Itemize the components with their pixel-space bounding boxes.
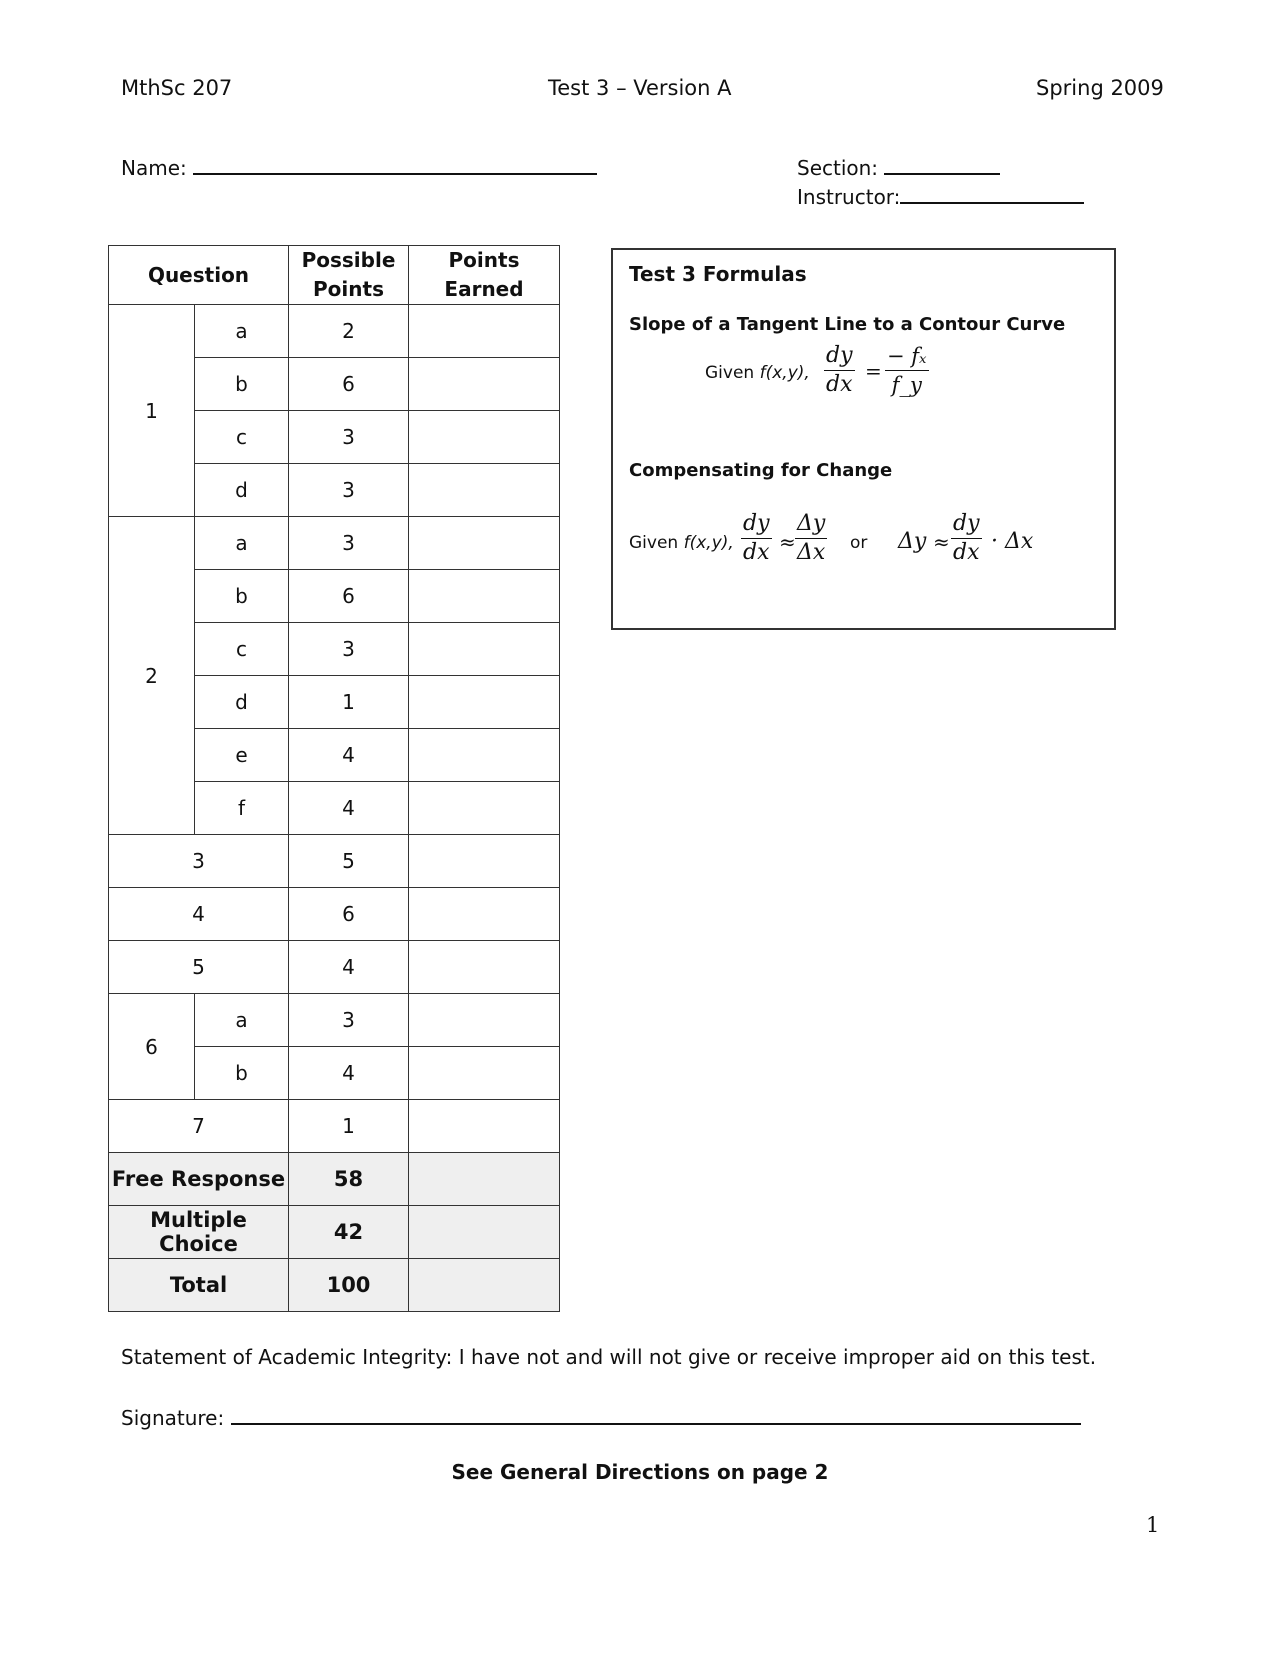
instructor-blank[interactable]: [900, 182, 1084, 204]
possible-points: 2: [289, 305, 409, 358]
free-response-label: Free Response: [109, 1153, 289, 1206]
possible-points: 4: [289, 782, 409, 835]
points-earned-cell[interactable]: [409, 994, 560, 1047]
signature-field: [121, 1403, 1081, 1430]
points-earned-cell[interactable]: [409, 464, 560, 517]
delta-y: Δy: [898, 529, 927, 554]
instructor-field: [797, 182, 1084, 209]
points-earned-cell[interactable]: [409, 676, 560, 729]
free-response-points: 58: [289, 1153, 409, 1206]
question-part: d: [195, 464, 289, 517]
given-label: Given: [629, 533, 679, 553]
points-earned-cell[interactable]: [409, 1206, 560, 1259]
multiple-choice-row: [109, 1206, 560, 1259]
table-row: [109, 517, 560, 570]
table-row: [109, 941, 560, 994]
comp-given: [629, 533, 734, 553]
free-response-row: [109, 1153, 560, 1206]
possible-points: 4: [289, 729, 409, 782]
question-part: f: [195, 782, 289, 835]
times-delta-x: · Δx: [991, 529, 1034, 554]
possible-points: 3: [289, 994, 409, 1047]
points-earned-cell[interactable]: [409, 358, 560, 411]
points-earned-cell[interactable]: [409, 1100, 560, 1153]
question-number: 4: [109, 888, 289, 941]
possible-points: 3: [289, 464, 409, 517]
points-earned-cell[interactable]: [409, 729, 560, 782]
total-row: [109, 1259, 560, 1312]
academic-integrity-statement: Statement of Academic Integrity: I have not and will not give or receive improper aid on this test.: [121, 1345, 1097, 1369]
possible-points: 6: [289, 888, 409, 941]
possible-points: 6: [289, 358, 409, 411]
instructor-label: Instructor:: [797, 185, 901, 209]
dy-dx-fraction: $\frac{dy}{dx}$: [826, 343, 853, 397]
question-part: a: [195, 517, 289, 570]
possible-points: 6: [289, 570, 409, 623]
equals-sign: =: [865, 359, 882, 383]
possible-points: 3: [289, 517, 409, 570]
signature-blank[interactable]: [231, 1403, 1081, 1425]
dy-dx-fraction: $\frac{dy}{dx}$: [953, 511, 980, 565]
possible-points: 4: [289, 941, 409, 994]
page-number: 1: [1146, 1513, 1160, 1537]
question-part: d: [195, 676, 289, 729]
total-points: 100: [289, 1259, 409, 1312]
multiple-choice-label: Multiple Choice: [109, 1206, 289, 1259]
question-number: 1: [109, 305, 195, 517]
points-earned-cell[interactable]: [409, 941, 560, 994]
name-label: Name:: [121, 156, 187, 180]
question-part: c: [195, 623, 289, 676]
question-number: 2: [109, 517, 195, 835]
general-directions-note: See General Directions on page 2: [451, 1460, 829, 1484]
formula-title: Test 3 Formulas: [629, 262, 807, 286]
points-earned-cell[interactable]: [409, 888, 560, 941]
possible-points: 1: [289, 1100, 409, 1153]
question-number: 3: [109, 835, 289, 888]
multiple-choice-points: 42: [289, 1206, 409, 1259]
possible-points: 4: [289, 1047, 409, 1100]
points-earned-cell[interactable]: [409, 517, 560, 570]
points-earned-cell[interactable]: [409, 623, 560, 676]
compensating-heading: Compensating for Change: [629, 460, 893, 481]
dy-dx-fraction: $\frac{dy}{dx}$: [743, 511, 770, 565]
question-number: 7: [109, 1100, 289, 1153]
points-earned-cell[interactable]: [409, 305, 560, 358]
table-header-row: [109, 246, 560, 305]
or-label: or: [850, 533, 868, 553]
points-earned-cell[interactable]: [409, 1153, 560, 1206]
given-label: Given: [705, 363, 755, 383]
table-row: [109, 994, 560, 1047]
table-row: [109, 888, 560, 941]
name-blank[interactable]: [193, 153, 597, 175]
question-part: c: [195, 411, 289, 464]
test-title: Test 3 – Version A: [548, 76, 732, 100]
points-earned-cell[interactable]: [409, 1259, 560, 1312]
total-label: Total: [109, 1259, 289, 1312]
points-earned-cell[interactable]: [409, 411, 560, 464]
formula-box: [611, 248, 1116, 630]
points-earned-cell[interactable]: [409, 782, 560, 835]
table-row: [109, 305, 560, 358]
question-part: b: [195, 570, 289, 623]
question-number: 6: [109, 994, 195, 1100]
section-blank[interactable]: [884, 153, 1000, 175]
possible-points: 3: [289, 623, 409, 676]
fx-fy-fraction: $\frac{\text{− fₓ}}{f\_y}$: [887, 344, 927, 397]
question-number: 5: [109, 941, 289, 994]
question-part: a: [195, 305, 289, 358]
possible-points-header: Possible Points: [289, 246, 409, 305]
term: Spring 2009: [1036, 76, 1164, 100]
function-label: f(x,y),: [683, 533, 734, 553]
score-table: [108, 245, 560, 1312]
question-part: a: [195, 994, 289, 1047]
points-earned-cell[interactable]: [409, 570, 560, 623]
table-row: [109, 835, 560, 888]
possible-points: 5: [289, 835, 409, 888]
question-part: b: [195, 358, 289, 411]
question-header: Question: [109, 246, 289, 305]
approx-sign: ≈: [933, 530, 950, 554]
question-part: e: [195, 729, 289, 782]
possible-points: 1: [289, 676, 409, 729]
delta-fraction: $\frac{\Delta y}{\Delta x}$: [797, 511, 826, 565]
question-part: b: [195, 1047, 289, 1100]
course-code: MthSc 207: [121, 76, 233, 100]
points-earned-cell[interactable]: [409, 835, 560, 888]
signature-label: Signature:: [121, 1406, 225, 1430]
name-field: [121, 153, 597, 180]
slope-heading: Slope of a Tangent Line to a Contour Curve: [629, 314, 1066, 335]
possible-points: 3: [289, 411, 409, 464]
slope-given: [705, 363, 810, 383]
section-field: [797, 153, 1000, 180]
approx-sign: ≈: [779, 530, 796, 554]
table-row: [109, 1100, 560, 1153]
function-label: f(x,y),: [759, 363, 810, 383]
section-label: Section:: [797, 156, 879, 180]
points-earned-cell[interactable]: [409, 1047, 560, 1100]
points-earned-header: Points Earned: [409, 246, 560, 305]
